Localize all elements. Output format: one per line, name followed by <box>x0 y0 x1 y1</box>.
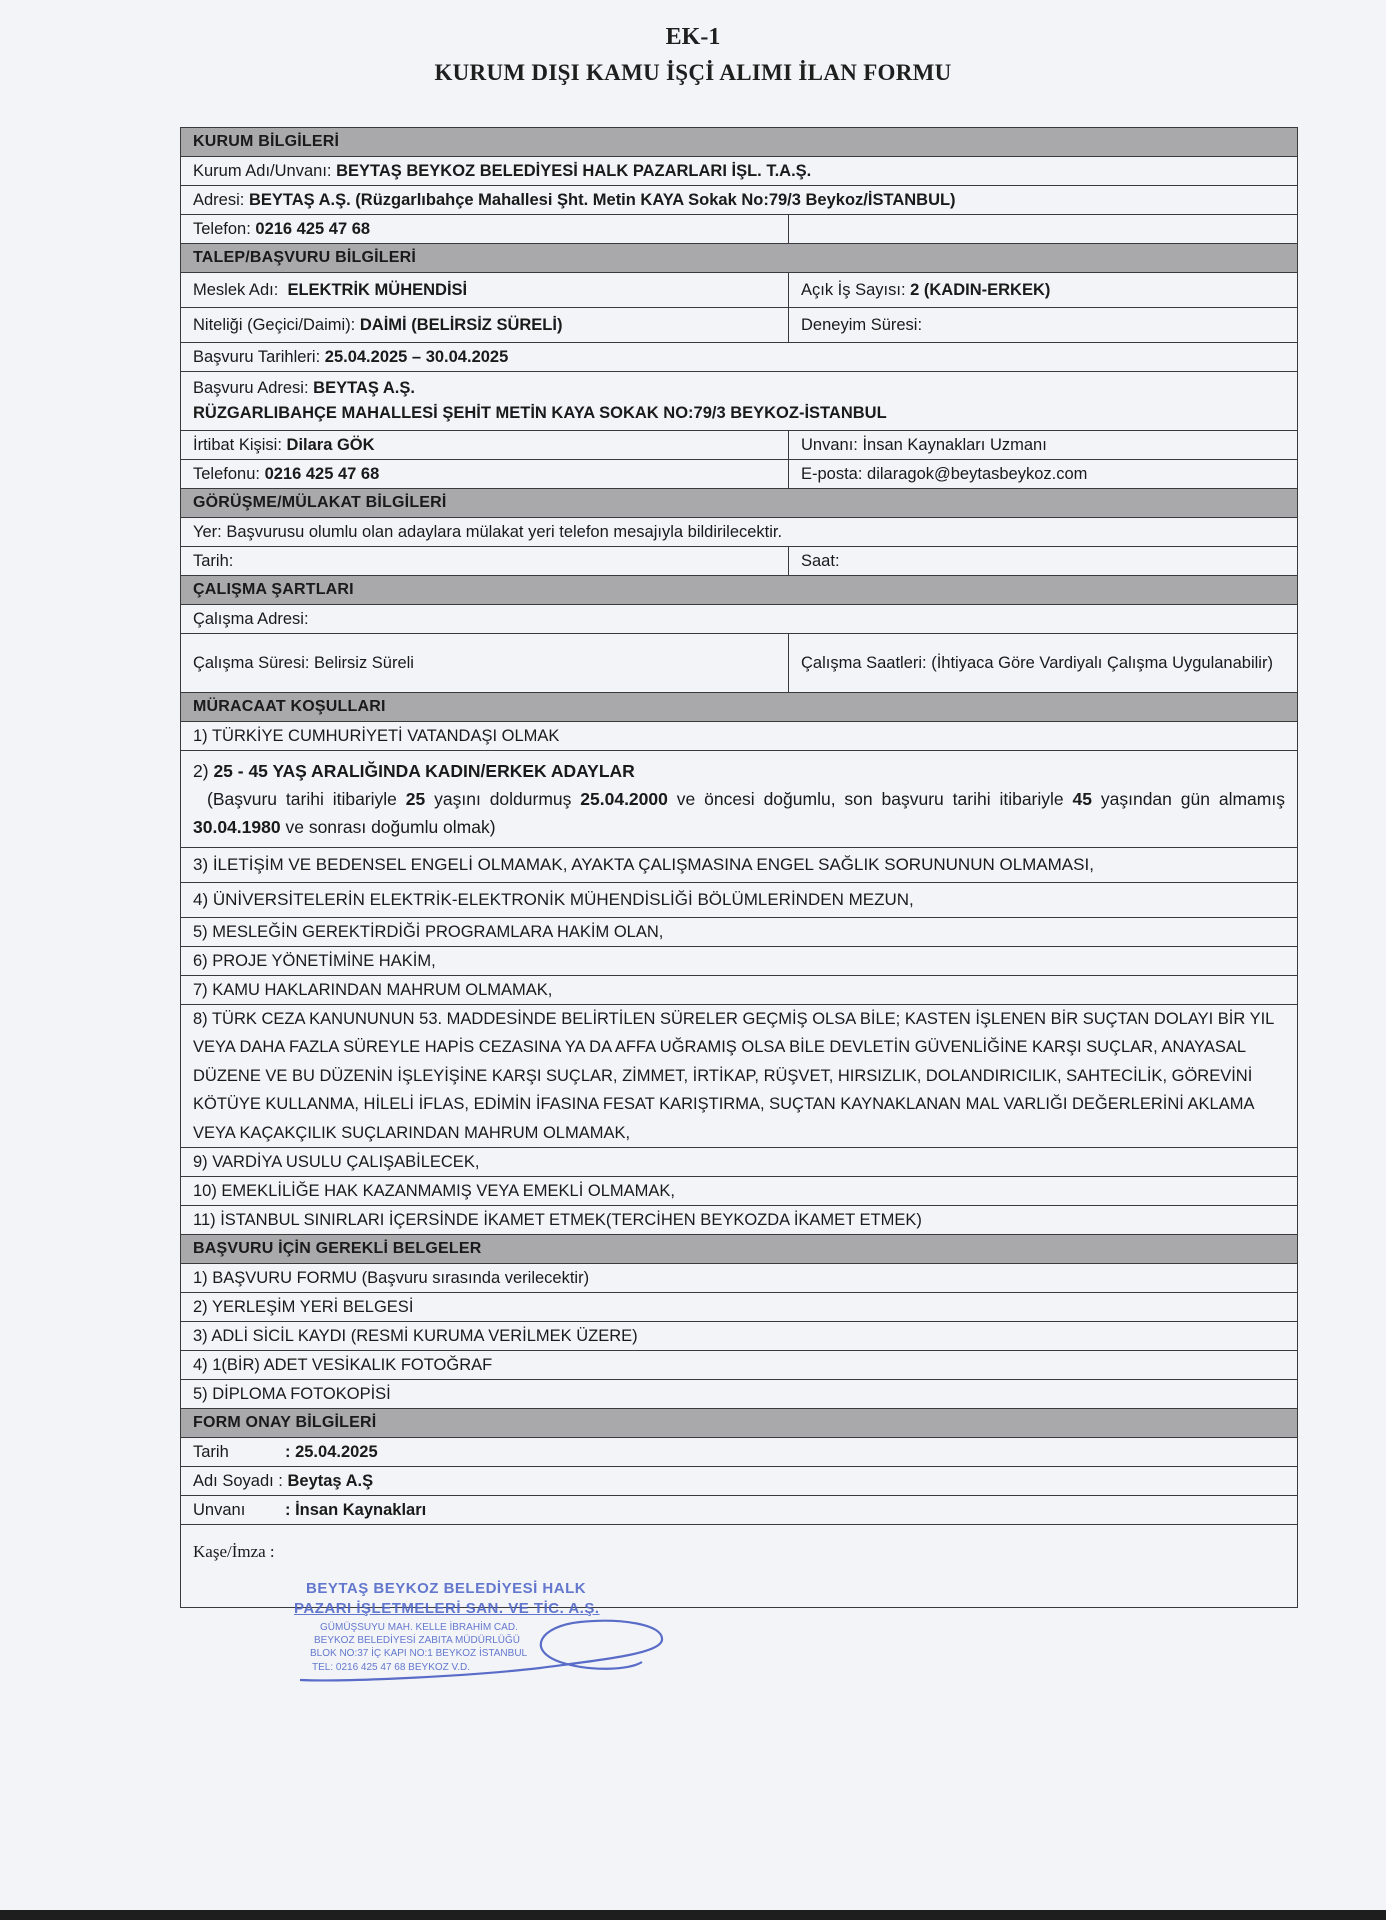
section-belgeler: BAŞVURU İÇİN GEREKLİ BELGELER <box>181 1234 1298 1263</box>
acik-is-value: 2 (KADIN-ERKEK) <box>910 280 1051 299</box>
unvan-label: Unvanı: <box>801 435 858 454</box>
basvuru-tarih-label: Başvuru Tarihleri: <box>193 347 321 366</box>
eposta-label: E-posta: <box>801 464 863 483</box>
doc-code: EK-1 <box>665 24 721 50</box>
kosul-2-max-date: 30.04.1980 <box>193 817 281 837</box>
gorusme-yer: Yer: Başvurusu olumlu olan adaylara mülakat yeri telefon mesajıyla bildirilecektir. <box>181 518 1298 547</box>
kosul-2 <box>181 751 1298 848</box>
nitelik-label: Niteliği (Geçici/Daimi): <box>193 315 356 334</box>
kurum-adres-value: BEYTAŞ A.Ş. (Rüzgarlıbahçe Mahallesi Şht. Metin KAYA Sokak No:79/3 Beykoz/İSTANBUL) <box>248 190 956 209</box>
onay-unvan-row <box>181 1495 1298 1524</box>
stamp-line1: BEYTAŞ BEYKOZ BELEDİYESİ HALK <box>306 1580 587 1597</box>
calisma-adres: Çalışma Adresi: <box>181 605 1298 634</box>
kurum-adres-label: Adresi: <box>193 190 245 209</box>
basvuru-tarih-value: 25.04.2025 – 30.04.2025 <box>324 347 509 366</box>
irtibat-cell <box>181 431 789 460</box>
unvan-value: İnsan Kaynakları Uzmanı <box>862 435 1047 454</box>
onay-tarih-row <box>181 1437 1298 1466</box>
kosul-2-text: yaşından gün almamış <box>1100 789 1285 809</box>
kurum-adres-row <box>181 186 1298 215</box>
basvuru-adres-label: Başvuru Adresi: <box>193 379 309 398</box>
kosul-2-text: ve öncesi doğumlu, son başvuru tarihi itibariyle <box>676 789 1064 809</box>
onay-adsoyad-value: Beytaş A.Ş <box>287 1471 374 1490</box>
onay-unvan-label: Unvanı <box>193 1500 246 1519</box>
eposta-cell <box>789 460 1298 489</box>
irtibat-label: İrtibat Kişisi: <box>193 435 282 454</box>
acik-is-cell <box>789 273 1298 308</box>
stamp-line6: TEL: 0216 425 47 68 BEYKOZ V.D. <box>312 1662 471 1673</box>
kurum-telefon-label: Telefon: <box>193 219 251 238</box>
company-stamp <box>290 1580 650 1690</box>
kurum-telefon-value: 0216 425 47 68 <box>255 219 371 238</box>
meslek-label: Meslek Adı: <box>193 280 279 299</box>
belge-1: 1) BAŞVURU FORMU (Başvuru sırasında verilecektir) <box>181 1263 1298 1292</box>
kosul-5: 5) MESLEĞİN GEREKTİRDİĞİ PROGRAMLARA HAKİM OLAN, <box>181 918 1298 947</box>
kurum-adi-row <box>181 157 1298 186</box>
basvuru-tarih-row <box>181 343 1298 372</box>
section-calisma: ÇALIŞMA ŞARTLARI <box>181 576 1298 605</box>
unvan-cell <box>789 431 1298 460</box>
belge-3: 3) ADLİ SİCİL KAYDI (RESMİ KURUMA VERİLMEK ÜZERE) <box>181 1321 1298 1350</box>
stamp-line2: PAZARI İŞLETMELERİ SAN. VE TİC. A.Ş. <box>294 1600 600 1617</box>
kosul-11: 11) İSTANBUL SINIRLARI İÇERSİNDE İKAMET ETMEK(TERCİHEN BEYKOZDA İKAMET ETMEK) <box>181 1205 1298 1234</box>
gorusme-tarih: Tarih: <box>181 547 789 576</box>
onay-tarih-value: : 25.04.2025 <box>285 1442 378 1461</box>
kosul-2-max-age: 45 <box>1072 789 1092 809</box>
kosul-7: 7) KAMU HAKLARINDAN MAHRUM OLMAMAK, <box>181 976 1298 1005</box>
kosul-10: 10) EMEKLİLİĞE HAK KAZANMAMIŞ VEYA EMEKLİ OLMAMAK, <box>181 1176 1298 1205</box>
telefonu-label: Telefonu: <box>193 464 260 483</box>
nitelik-cell <box>181 308 789 343</box>
deneyim-cell <box>789 308 1298 343</box>
onay-unvan-value: : İnsan Kaynakları <box>285 1500 427 1519</box>
belge-4: 4) 1(BİR) ADET VESİKALIK FOTOĞRAF <box>181 1350 1298 1379</box>
kosul-2-text: (Başvuru tarihi itibariyle <box>207 789 397 809</box>
kosul-2-text: ve sonrası doğumlu olmak) <box>285 817 496 837</box>
kosul-9: 9) VARDİYA USULU ÇALIŞABİLECEK, <box>181 1147 1298 1176</box>
basvuru-adres-value: BEYTAŞ A.Ş. <box>313 379 415 398</box>
kosul-3: 3) İLETİŞİM VE BEDENSEL ENGELİ OLMAMAK, AYAKTA ÇALIŞMASINA ENGEL SAĞLIK SORUNUNUN OLMAMASI, <box>181 848 1298 883</box>
deneyim-label: Deneyim Süresi: <box>801 315 923 334</box>
acik-is-label: Açık İş Sayısı: <box>801 280 906 299</box>
form-table <box>180 127 1298 1608</box>
kosul-2-title: 25 - 45 YAŞ ARALIĞINDA KADIN/ERKEK ADAYLAR <box>213 761 635 781</box>
kurum-telefon-cell <box>181 215 789 244</box>
kosul-1: 1) TÜRKİYE CUMHURİYETİ VATANDAŞI OLMAK <box>181 722 1298 751</box>
scan-edge <box>0 1910 1386 1920</box>
kurum-empty-cell <box>789 215 1298 244</box>
stamp-line3: GÜMÜŞSUYU MAH. KELLE İBRAHİM CAD. <box>320 1622 518 1633</box>
calisma-saat: Çalışma Saatleri: (İhtiyaca Göre Vardiyalı Çalışma Uygulanabilir) <box>789 634 1298 693</box>
onay-tarih-label: Tarih <box>193 1442 229 1461</box>
irtibat-value: Dilara GÖK <box>286 435 375 454</box>
section-kurum: KURUM BİLGİLERİ <box>181 128 1298 157</box>
nitelik-value: DAİMİ (BELİRSİZ SÜRELİ) <box>359 315 563 334</box>
kosul-4: 4) ÜNİVERSİTELERİN ELEKTRİK-ELEKTRONİK MÜHENDİSLİĞİ BÖLÜMLERİNDEN MEZUN, <box>181 883 1298 918</box>
kosul-2-min-date: 25.04.2000 <box>580 789 668 809</box>
stamp-line4: BEYKOZ BELEDİYESİ ZABITA MÜDÜRLÜĞÜ <box>314 1635 520 1646</box>
kurum-adi-value: BEYTAŞ BEYKOZ BELEDİYESİ HALK PAZARLARI İŞL. T.A.Ş. <box>336 161 812 180</box>
gorusme-saat: Saat: <box>789 547 1298 576</box>
belge-2: 2) YERLEŞİM YERİ BELGESİ <box>181 1292 1298 1321</box>
eposta-value[interactable]: dilaragok@beytasbeykoz.com <box>867 464 1088 483</box>
kosul-2-min-age: 25 <box>405 789 426 809</box>
telefonu-cell <box>181 460 789 489</box>
basvuru-adres-row <box>181 372 1298 431</box>
meslek-cell <box>181 273 789 308</box>
kosul-8: 8) TÜRK CEZA KANUNUNUN 53. MADDESİNDE BELİRTİLEN SÜRELER GEÇMİŞ OLSA BİLE; KASTEN İŞLENEN BİR SUÇTAN DOLAYI BİR YIL VEYA DAHA FAZLA SÜREYLE HAPİS CEZASINA YA DA AFFA UĞRAMIŞ OLSA BİLE DEVLETİN GÜVENLİĞİNE KARŞI SUÇLAR, ANAYASAL DÜZENE VE BU DÜZENİN İŞLEYİŞİNE KARŞI SUÇLAR, ZİMMET, İRTİKAP, RÜŞVET, HIRSIZLIK, DOLANDIRICILIK, SAHTECİLİK, GÖREVİNİ KÖTÜYE KULLANMA, HİLELİ İFLAS, EDİMİN İFASINA FESAT KARIŞTIRMA, SUÇTAN KAYNAKLANAN MAL VARLIĞI DEĞERLERİNİ AKLAMA VEYA KAÇAKÇILIK SUÇLARINDAN MAHRUM OLMAMAK, <box>181 1005 1298 1148</box>
onay-adsoyad-row <box>181 1466 1298 1495</box>
section-gorusme: GÖRÜŞME/MÜLAKAT BİLGİLERİ <box>181 489 1298 518</box>
kosul-6: 6) PROJE YÖNETİMİNE HAKİM, <box>181 947 1298 976</box>
kosul-2-num: 2) <box>193 761 209 781</box>
section-onay: FORM ONAY BİLGİLERİ <box>181 1408 1298 1437</box>
section-muracaat: MÜRACAAT KOŞULLARI <box>181 693 1298 722</box>
telefonu-value: 0216 425 47 68 <box>264 464 380 483</box>
basvuru-adres-line2: RÜZGARLIBAHÇE MAHALLESİ ŞEHİT METİN KAYA SOKAK NO:79/3 BEYKOZ-İSTANBUL <box>193 404 887 422</box>
belge-5: 5) DİPLOMA FOTOKOPİSİ <box>181 1379 1298 1408</box>
kase-imza-label: Kaşe/İmza : <box>193 1541 275 1561</box>
page-title: KURUM DIŞI KAMU İŞÇİ ALIMI İLAN FORMU <box>434 60 952 85</box>
kurum-adi-label: Kurum Adı/Unvanı: <box>193 161 332 180</box>
kosul-2-text: yaşını doldurmuş <box>434 789 572 809</box>
onay-adsoyad-label: Adı Soyadı : <box>193 1471 283 1490</box>
calisma-sure: Çalışma Süresi: Belirsiz Süreli <box>181 634 789 693</box>
section-talep: TALEP/BAŞVURU BİLGİLERİ <box>181 244 1298 273</box>
meslek-value: ELEKTRİK MÜHENDİSİ <box>287 280 468 299</box>
stamp-line5: BLOK NO:37 İÇ KAPI NO:1 BEYKOZ İSTANBUL <box>310 1648 528 1659</box>
